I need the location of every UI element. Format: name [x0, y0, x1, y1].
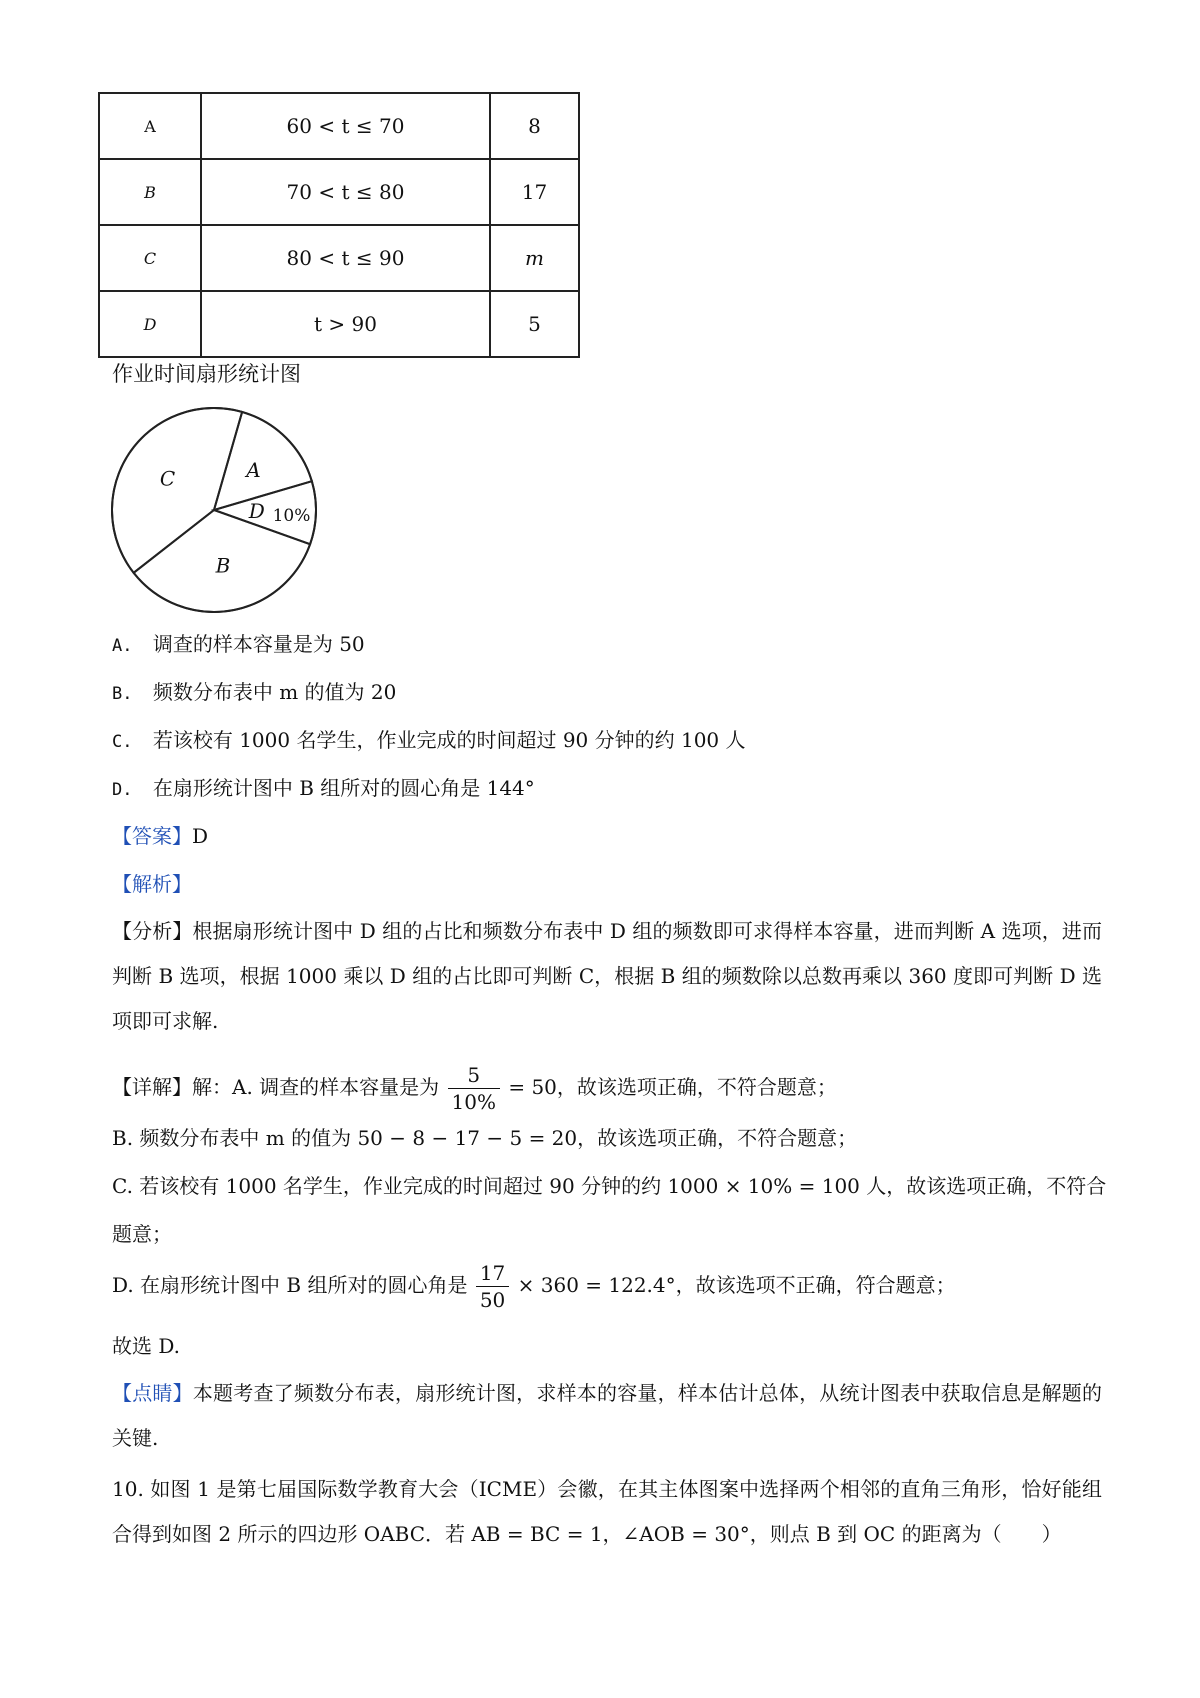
fenxi-tag: 【分析】: [112, 919, 193, 943]
pie-label-d: D: [248, 499, 265, 524]
fenxi-text: 根据扇形统计图中 D 组的占比和频数分布表中 D 组的频数即可求得样本容量，进而判断 A 选项，进而判断 B 选项，根据 1000 乘以 D 组的占比即可判断 C，根据 B 组的频数除以总数再乘以 360 度即可判断 D 选项即可求解.: [112, 919, 1102, 1033]
question-10: 10. 如图 1 是第七届国际数学教育大会（ICME）会徽，在其主体图案中选择两个相邻的直角三角形，恰好能组合得到如图 2 所示的四边形 OABC．若 AB = BC = 1，∠AOB = 30°，则点 B 到 OC 的距离为（ ）: [112, 1477, 1102, 1546]
option-b[interactable]: [112, 678, 396, 708]
count-cell: m: [490, 225, 579, 291]
fraction-numerator: 17: [476, 1260, 509, 1287]
xiangjie-c-line2: 题意；: [112, 1222, 172, 1246]
option-text: 调查的样本容量是为 50: [152, 632, 365, 656]
option-text: 在扇形统计图中 B 组所对的圆心角是 144°: [152, 776, 535, 800]
option-c[interactable]: [112, 726, 746, 756]
pie-label-c: C: [159, 466, 176, 491]
table-row: [99, 291, 579, 357]
dianjing-text: 本题考查了频数分布表，扇形统计图，求样本的容量，样本估计总体，从统计图表中获取信息是解题的关键.: [112, 1381, 1103, 1450]
pie-label-a: A: [246, 458, 261, 483]
xiangjie-d-prefix: D. 在扇形统计图中 B 组所对的圆心角是: [112, 1273, 468, 1297]
range-cell: t > 90: [201, 291, 490, 357]
fenxi-paragraph: [112, 909, 1102, 1044]
option-text: 若该校有 1000 名学生，作业完成的时间超过 90 分钟的约 100 人: [152, 728, 746, 752]
option-a[interactable]: [112, 630, 365, 660]
fraction-numerator: 5: [448, 1062, 500, 1089]
option-label: D.: [112, 780, 133, 800]
pie-label-b: B: [215, 553, 231, 578]
dianjing-paragraph: [112, 1371, 1102, 1461]
xiangjie-a-suffix: = 50，故该选项正确，不符合题意；: [508, 1075, 837, 1099]
pie-chart: [108, 402, 328, 622]
conclusion-line: 故选 D.: [112, 1334, 181, 1358]
pie-annotation: 10%: [272, 506, 311, 527]
pie-slice-c: [112, 408, 242, 573]
analysis-heading: [112, 870, 192, 898]
answer-value: D: [192, 824, 209, 848]
dianjing-tag: 【点睛】: [112, 1381, 193, 1405]
xiangjie-b-line: B. 频数分布表中 m 的值为 50 − 8 − 17 − 5 = 20，故该选项正确，不符合题意；: [112, 1126, 858, 1150]
table-row: [99, 159, 579, 225]
count-cell: 8: [490, 93, 579, 159]
xiangjie-tag: 【详解】: [112, 1075, 192, 1099]
count-cell: 5: [490, 291, 579, 357]
analysis-tag: 【解析】: [112, 872, 192, 896]
group-cell: A: [99, 93, 201, 159]
option-label: A.: [112, 636, 133, 656]
fraction-denominator: 10%: [451, 1090, 496, 1114]
answer-tag: 【答案】: [112, 824, 192, 848]
option-text: 频数分布表中 m 的值为 20: [152, 680, 397, 704]
group-cell: B: [99, 159, 201, 225]
table-row: [99, 93, 579, 159]
option-d[interactable]: [112, 774, 535, 804]
xiangjie-a-prefix: 解：A. 调查的样本容量是为: [192, 1075, 440, 1099]
group-cell: C: [99, 225, 201, 291]
range-cell: 60 < t ≤ 70: [201, 93, 490, 159]
xiangjie-d-suffix: × 360 = 122.4°，故该选项不正确，符合题意；: [517, 1273, 956, 1297]
option-label: C.: [112, 732, 133, 752]
option-label: B.: [112, 684, 133, 704]
xiangjie-a-line: [112, 1060, 837, 1115]
fraction: [476, 1260, 509, 1313]
fraction: [448, 1062, 500, 1115]
pie-chart-title: 作业时间扇形统计图: [112, 362, 301, 386]
xiangjie-d-line: [112, 1258, 956, 1313]
count-cell: 17: [490, 159, 579, 225]
answer-line: [112, 822, 208, 850]
range-cell: 70 < t ≤ 80: [201, 159, 490, 225]
xiangjie-c-line1: C. 若该校有 1000 名学生，作业完成的时间超过 90 分钟的约 1000 × 10% = 100 人，故该选项正确，不符合: [112, 1174, 1107, 1198]
table-row: [99, 225, 579, 291]
range-cell: 80 < t ≤ 90: [201, 225, 490, 291]
fraction-denominator: 50: [479, 1288, 506, 1312]
frequency-table: [98, 92, 580, 358]
group-cell: D: [99, 291, 201, 357]
